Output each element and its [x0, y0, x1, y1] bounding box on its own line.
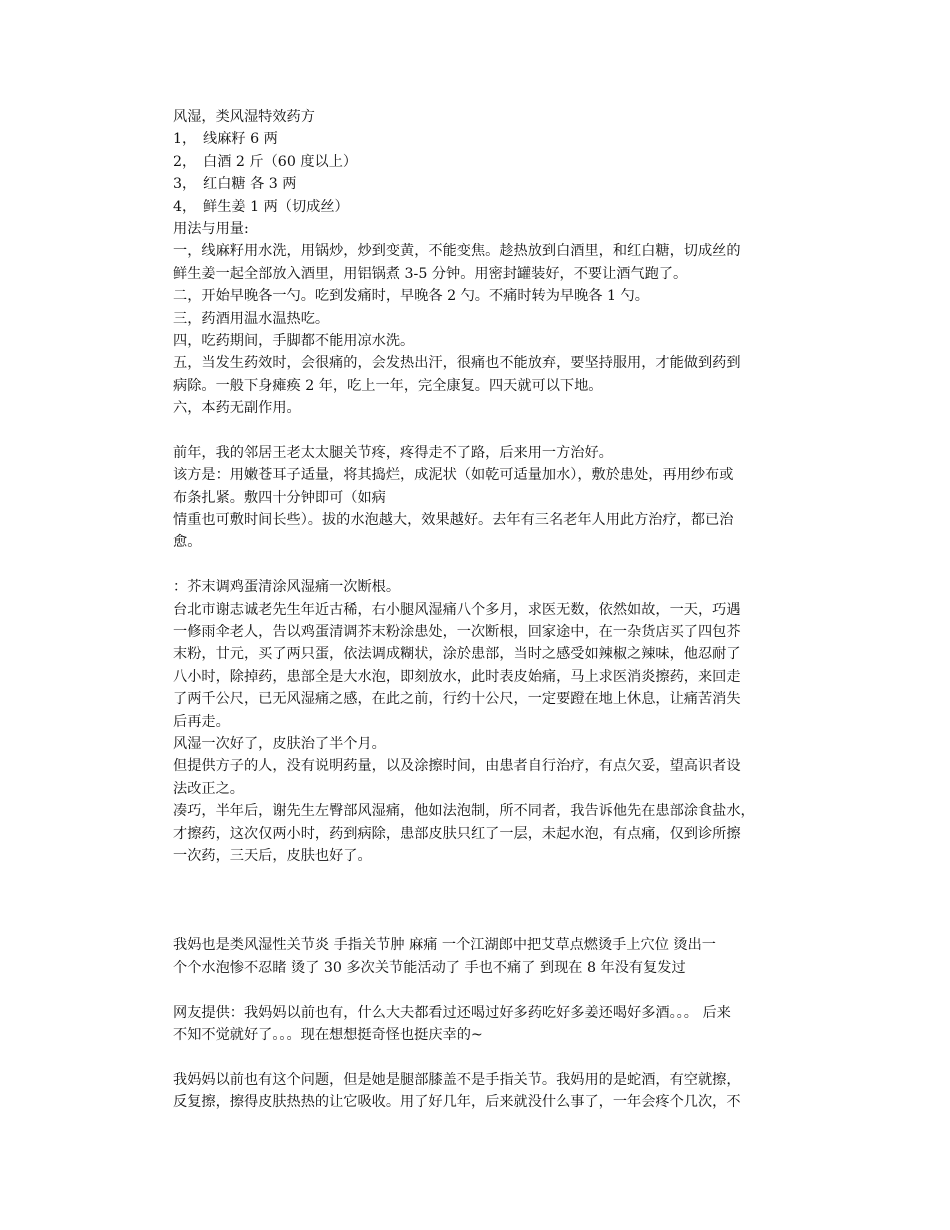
recipe-text: 白酒 2 斤（60 度以上） — [203, 153, 358, 170]
spacer — [173, 979, 785, 1001]
text-line: 情重也可敷时间长些）。拔的水泡越大，效果越好。去年有三名老年人用此方治疗，都已治 — [173, 512, 734, 529]
recipe-item — [173, 128, 785, 150]
text-line: 我妈也是类风湿性关节炎 手指关节肿 麻痛 一个江湖郎中把艾草点燃烫手上穴位 烫出一 — [173, 937, 716, 954]
spacer — [173, 1046, 785, 1068]
text-line: 病除。一般下身瘫痪 2 年，吃上一年，完全康复。四天就可以下地。 — [173, 377, 603, 394]
text-line: 才擦药，这次仅两小时，药到病除，患部皮肤只红了一层，未起水泡，有点痛，仅到诊所擦 — [173, 825, 741, 842]
text-line: 法改正之。 — [173, 780, 244, 797]
text-line: 鲜生姜一起全部放入酒里，用铝锅煮 3-5 分钟。用密封罐装好，不要让酒气跑了。 — [173, 265, 688, 282]
recipe-list — [173, 128, 785, 218]
recipe-num: 4， — [173, 198, 197, 215]
usage-heading: 用法与用量: — [173, 220, 249, 237]
spacer — [173, 554, 785, 576]
story-netizen — [173, 1002, 785, 1047]
text-line: 反复擦，擦得皮肤热热的让它吸收。用了好几年，后来就没什么事了，一年会疼个几次，不 — [173, 1094, 741, 1111]
text-line: 布条扎紧。敷四十分钟即可（如病 — [173, 489, 386, 506]
text-line: 一，线麻籽用水洗，用锅炒，炒到变黄，不能变焦。趁热放到白酒里，和红白糖，切成丝的 — [173, 243, 741, 260]
recipe-item — [173, 151, 785, 173]
text-line: 八小时，除掉药，患部全是大水泡，即刻放水，此时表皮始痛，马上求医消炎擦药，来回走 — [173, 668, 741, 685]
text-line: 个个水泡惨不忍睹 烫了 30 多次关节能活动了 手也不痛了 到现在 8 年没有复发过 — [173, 959, 686, 976]
text-line: 末粉，廿元，买了两只蛋，依法调成糊状，涂於患部，当时之感受如辣椒之辣味，他忍耐了 — [173, 646, 741, 663]
recipe-num: 3， — [173, 176, 197, 193]
document-page — [173, 106, 785, 1114]
recipe-item — [173, 196, 785, 218]
text-line: 愈。 — [173, 534, 202, 551]
text-line: 后再走。 — [173, 713, 230, 730]
story-snake-wine — [173, 1069, 785, 1114]
spacer — [173, 419, 785, 441]
text-line: 一次药，三天后，皮肤也好了。 — [173, 847, 372, 864]
text-line: 我妈妈以前也有这个问题，但是她是腿部膝盖不是手指关节。我妈用的是蛇酒，有空就擦， — [173, 1071, 741, 1088]
text-line: 二，开始早晚各一勺。吃到发痛时，早晚各 2 勺。不痛时转为早晚各 1 勺。 — [173, 288, 649, 305]
text-line: 一修雨伞老人，告以鸡蛋清调芥末粉涂患处，一次断根，回家途中，在一杂货店买了四包芥 — [173, 623, 741, 640]
text-line: 台北市谢志诚老先生年近古稀，右小腿风湿痛八个多月，求医无数，依然如故，一天，巧遇 — [173, 601, 741, 618]
text-line: 风湿一次好了，皮肤治了半个月。 — [173, 735, 386, 752]
recipe-num: 1， — [173, 131, 197, 148]
recipe-text: 鲜生姜 1 两（切成丝） — [203, 198, 349, 215]
text-line: ：芥末调鸡蛋清涂风湿痛一次断根。 — [173, 579, 401, 596]
text-line: 网友提供：我妈妈以前也有，什么大夫都看过还喝过好多药吃好多姜还喝好多酒。。。 后来 — [173, 1004, 731, 1021]
text-line: 三，药酒用温水温热吃。 — [173, 310, 330, 327]
text-line: 五，当发生药效时，会很痛的，会发热出汗，很痛也不能放弃，要坚持服用，才能做到药到 — [173, 355, 741, 372]
story-mustard — [173, 576, 785, 867]
usage-paragraph — [173, 240, 785, 419]
text-line: 该方是：用嫩苍耳子适量，将其捣烂，成泥状（如乾可适量加水），敷於患处，再用纱布或 — [173, 467, 734, 484]
text-line: 六，本药无副作用。 — [173, 400, 301, 417]
text-line: 凑巧，半年后，谢先生左臀部风湿痛，他如法泡制，所不同者，我告诉他先在患部涂食盐水， — [173, 803, 755, 820]
recipe-num: 2， — [173, 153, 197, 170]
spacer — [173, 867, 785, 912]
recipe-text: 红白糖 各 3 两 — [203, 176, 297, 193]
text-line: 四，吃药期间，手脚都不能用凉水洗。 — [173, 332, 415, 349]
story-moxa — [173, 934, 785, 979]
text-line: 前年，我的邻居王老太太腿关节疼，疼得走不了路，后来用一方治好。 — [173, 444, 613, 461]
doc-title: 风湿，类风湿特效药方 — [173, 109, 315, 125]
recipe-text: 线麻籽 6 两 — [203, 131, 278, 148]
story-cocklebur — [173, 442, 785, 554]
recipe-item — [173, 173, 785, 195]
text-line: 了两千公尺，已无风湿痛之感，在此之前，行约十公尺，一定要蹬在地上休息，让痛苦消失 — [173, 691, 741, 708]
text-line: 不知不觉就好了。。。现在想想挺奇怪也挺庆幸的~ — [173, 1027, 483, 1044]
text-line: 但提供方子的人，没有说明药量，以及涂擦时间，由患者自行治疗，有点欠妥，望高识者设 — [173, 758, 741, 775]
spacer — [173, 912, 785, 934]
